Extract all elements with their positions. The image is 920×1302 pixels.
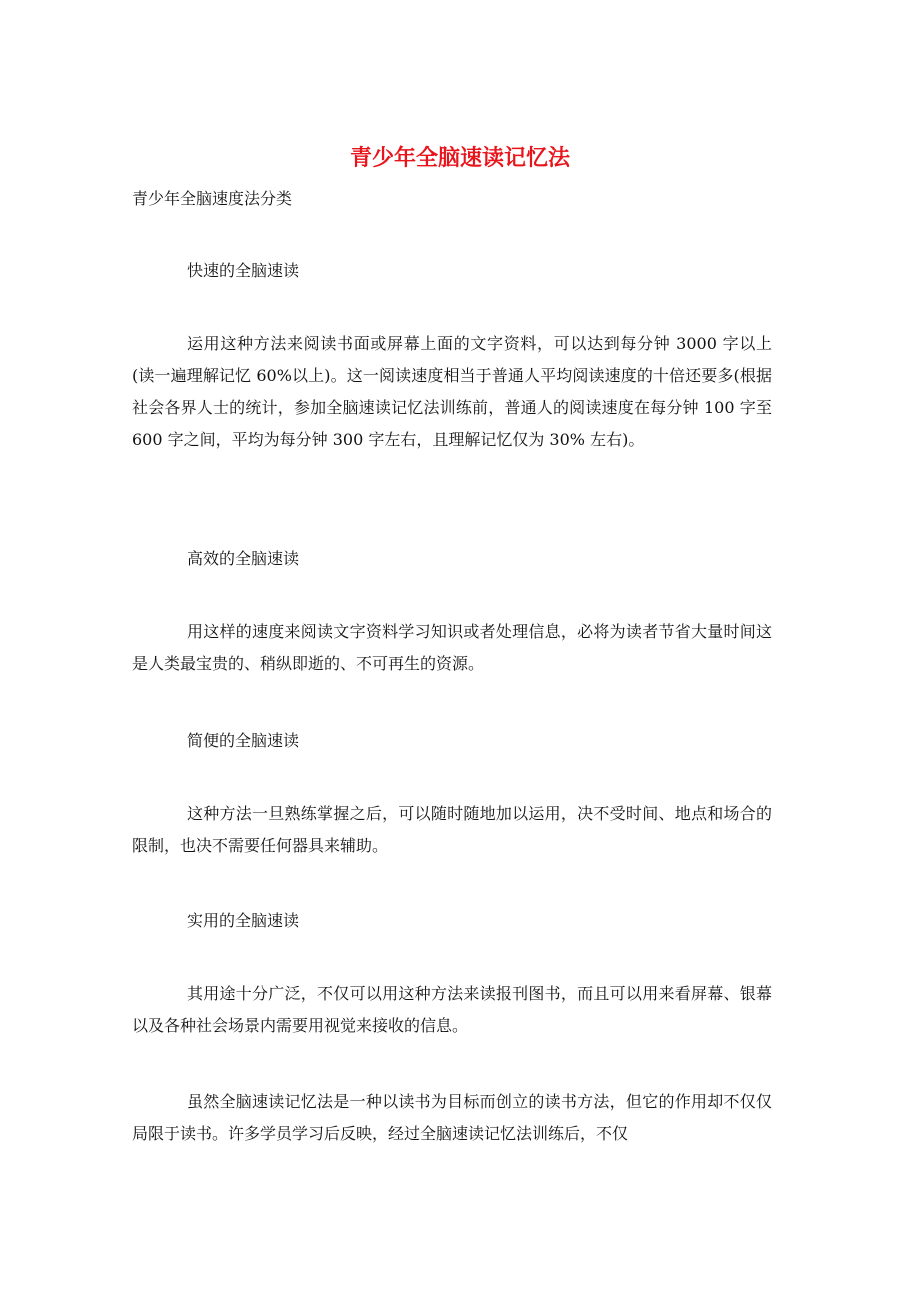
section-heading-fast: 快速的全脑速读 bbox=[187, 261, 300, 280]
document-title: 青少年全脑速读记忆法 bbox=[349, 145, 570, 171]
document-subtitle: 青少年全脑速度法分类 bbox=[132, 189, 293, 208]
section-heading-practical: 实用的全脑速读 bbox=[187, 911, 300, 930]
closing-paragraph: 虽然全脑速读记忆法是一种以读书为目标而创立的读书方法，但它的作用却不仅仅局限于读书。许多学员学习后反映，经过全脑速读记忆法训练后，不仅 bbox=[132, 1092, 772, 1143]
section-paragraph-simple: 这种方法一旦熟练掌握之后，可以随时随地加以运用，决不受时间、地点和场合的限制，也决不需要任何器具来辅助。 bbox=[132, 804, 772, 855]
section-heading-simple: 简便的全脑速读 bbox=[187, 731, 300, 750]
section-heading-efficient: 高效的全脑速读 bbox=[187, 549, 300, 568]
section-paragraph-practical: 其用途十分广泛，不仅可以用这种方法来读报刊图书，而且可以用来看屏幕、银幕以及各种社会场景内需要用视觉来接收的信息。 bbox=[132, 984, 772, 1035]
section-paragraph-fast: 运用这种方法来阅读书面或屏幕上面的文字资料，可以达到每分钟 3000 字以上(读一遍理解记忆 60%以上)。这一阅读速度相当于普通人平均阅读速度的十倍还要多(根据社会各界人士的统计，参加全脑速读记忆法训练前，普通人的阅读速度在每分钟 100 字至 600 字之间，平均为每分钟 300 字左右，且理解记忆仅为 30% 左右)。 bbox=[132, 334, 772, 449]
section-paragraph-efficient: 用这样的速度来阅读文字资料学习知识或者处理信息，必将为读者节省大量时间这是人类最宝贵的、稍纵即逝的、不可再生的资源。 bbox=[132, 622, 772, 673]
